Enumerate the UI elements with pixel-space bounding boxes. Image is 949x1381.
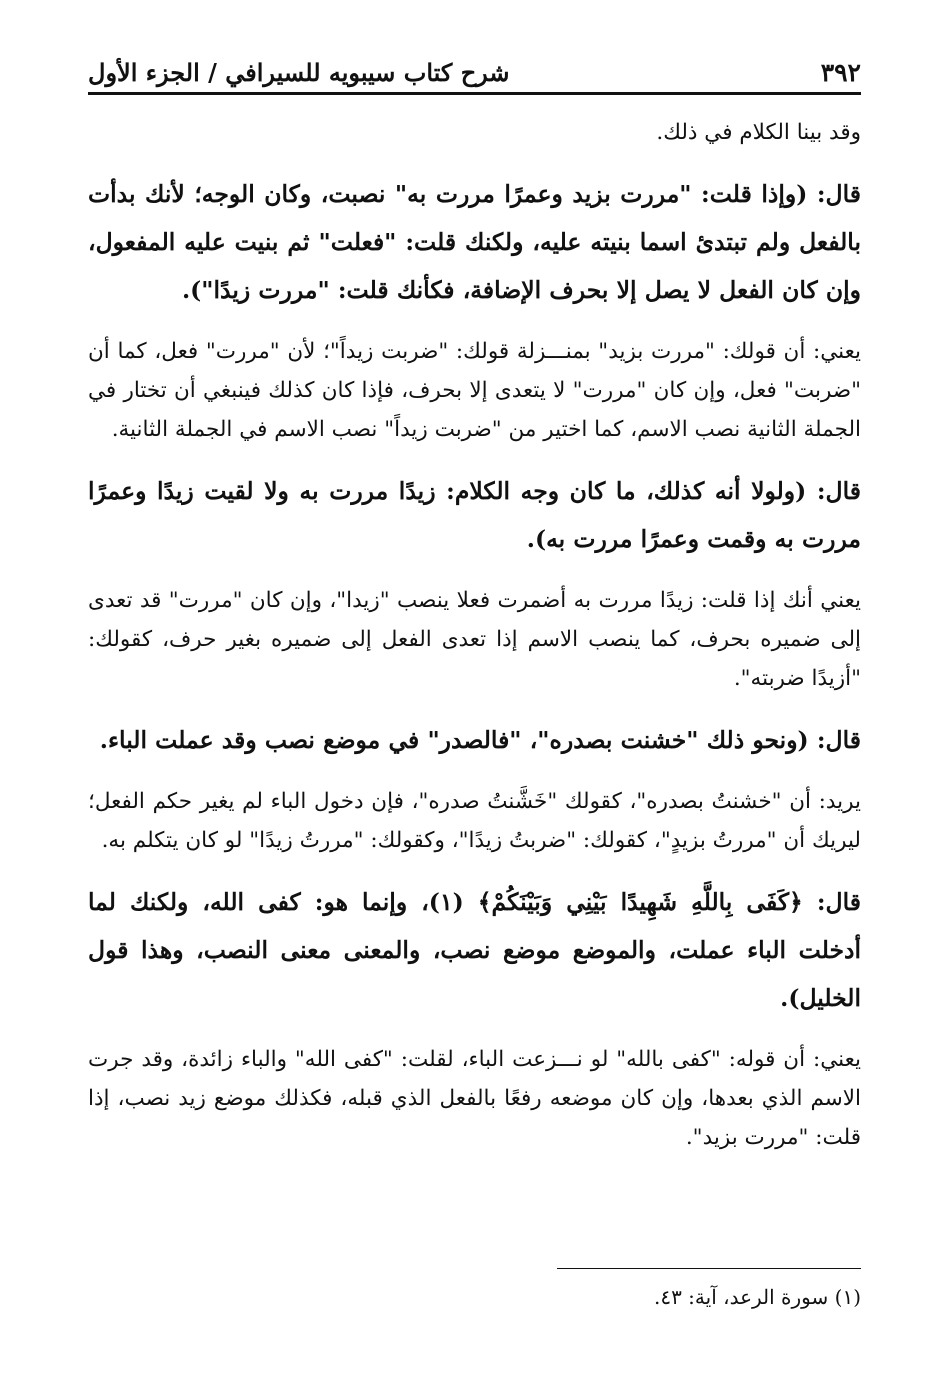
paragraph-commentary: يعني: أن قولك: "مررت بزيد" بمنـــزلة قولك: "ضربت زيداً"؛ لأن "مررت" فعل، كما أن "ضربت" فعل، وإن كان "مررت" لا يتعدى إلا بحرف، فإذا كان كذلك فينبغي أن تختار في الجملة الثانية نصب الاسم، كما اختير من "ضربت زيداً" نصب الاسم في الجملة الثانية. xyxy=(88,339,861,442)
paragraph-quote: قال: ﴿كَفَى بِاللَّهِ شَهِيدًا بَيْنِي وَبَيْنَكُمْ﴾ (١)، وإنما هو: كفى الله، ولكنك لما أدخلت الباء عملت، والموضع موضع نصب، والمعنى معنى النصب، وهذا قول الخليل). xyxy=(88,888,861,1012)
book-page xyxy=(88,0,861,1381)
paragraph-intro: وقد بينا الكلام في ذلك. xyxy=(656,120,861,145)
paragraph-quote: قال: (ونحو ذلك "خشنت بصدره"، "فالصدر" في موضع نصب وقد عملت الباء. xyxy=(99,726,861,754)
paragraph-commentary: يعني: أن قوله: "كفى بالله" لو نـــزعت الباء، لقلت: "كفى الله" والباء زائدة، وقد جرت الاسم الذي بعدها، وإن كان موضعه رفعًا بالفعل الذي قبله، فكذلك موضع زيد نصب، إذا قلت: "مررت بزيد". xyxy=(88,1047,861,1150)
page-number: ٣٩٢ xyxy=(820,57,861,87)
paragraph-commentary: يريد: أن "خشنتُ بصدره"، كقولك "خَشَّنتُ صدره"، فإن دخول الباء لم يغير حكم الفعل؛ ليريك أن "مررتُ بزيدٍ"، كقولك: "ضربتُ زيدًا"، وكقولك: "مررتُ زيدًا" لو كان يتكلم به. xyxy=(88,789,861,853)
page-header xyxy=(88,52,861,95)
running-title: شرح كتاب سيبويه للسيرافي / الجزء الأول xyxy=(88,57,510,87)
main-text xyxy=(88,113,861,1175)
footnote-divider xyxy=(557,1268,861,1269)
paragraph-quote: قال: (وإذا قلت: "مررت بزيد وعمرًا مررت به" نصبت، وكان الوجه؛ لأنك بدأت بالفعل ولم تبتدئ اسما بنيته عليه، ولكنك قلت: "فعلت" ثم بنيت عليه المفعول، وإن كان الفعل لا يصل إلا بحرف الإضافة، فكأنك قلت: "مررت زيدًا"). xyxy=(88,180,861,304)
paragraph-commentary: يعني أنك إذا قلت: زيدًا مررت به أضمرت فعلا ينصب "زيدا"، وإن كان "مررت" قد تعدى إلى ضميره بحرف، كما ينصب الاسم إذا تعدى الفعل إلى ضميره بغير حرف، كقولك: "أزيدًا ضربته". xyxy=(88,588,861,691)
paragraph-quote: قال: (ولولا أنه كذلك، ما كان وجه الكلام: زيدًا مررت به ولا لقيت زيدًا وعمرًا مررت به وقمت وعمرًا مررت به). xyxy=(88,477,861,553)
footnote: (١) سورة الرعد، آية: ٤٣. xyxy=(653,1285,861,1309)
